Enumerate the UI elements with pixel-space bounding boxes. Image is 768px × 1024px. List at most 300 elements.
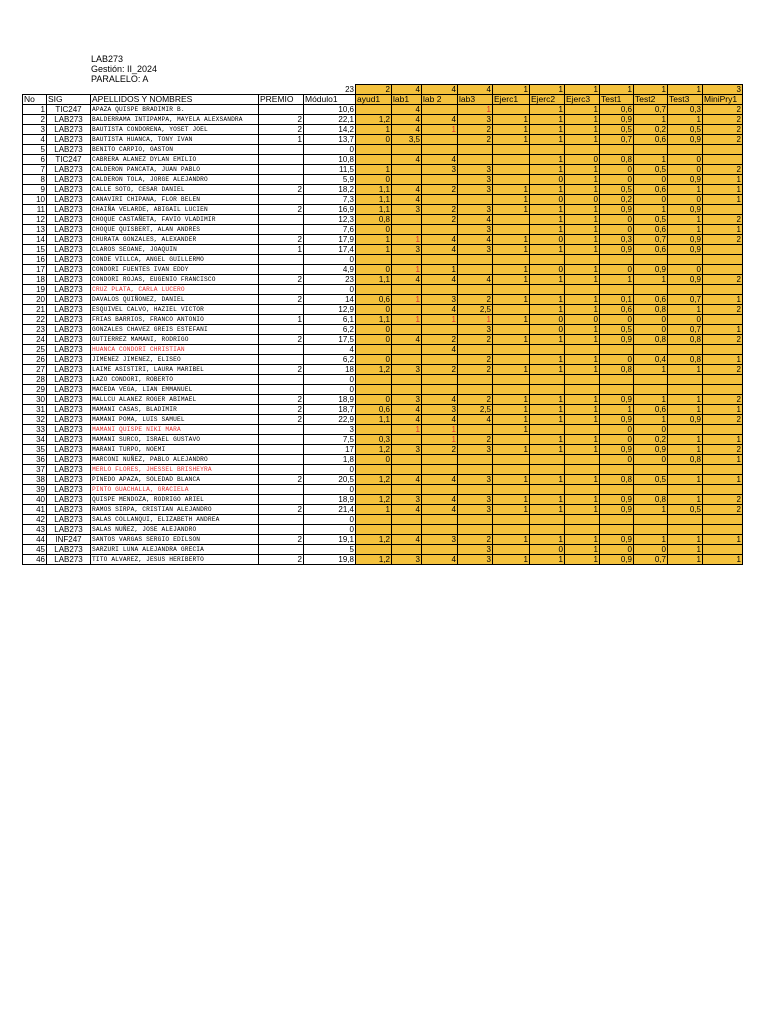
score-cell bbox=[392, 525, 422, 535]
score-cell: 1 bbox=[422, 125, 458, 135]
score-cell: 1 bbox=[565, 235, 600, 245]
score-cell: 0,6 bbox=[600, 305, 634, 315]
score-cell: 1 bbox=[565, 245, 600, 255]
score-cell bbox=[392, 485, 422, 495]
max-score: 1 bbox=[634, 85, 668, 95]
score-cell: 1 bbox=[600, 275, 634, 285]
score-cell: 1 bbox=[530, 125, 565, 135]
row-modulo: 13,7 bbox=[304, 135, 356, 145]
student-name: CABRERA ALANEZ DYLAN EMILIO bbox=[91, 155, 259, 165]
score-cell bbox=[493, 435, 530, 445]
table-row bbox=[23, 515, 743, 525]
table-row bbox=[23, 395, 743, 405]
score-cell bbox=[392, 455, 422, 465]
score-cell bbox=[703, 265, 743, 275]
score-cell: 0,9 bbox=[668, 175, 703, 185]
score-cell: 1 bbox=[493, 395, 530, 405]
score-cell: 2 bbox=[458, 295, 493, 305]
score-cell bbox=[703, 385, 743, 395]
score-cell: 0,5 bbox=[634, 215, 668, 225]
table-row bbox=[23, 375, 743, 385]
table-row bbox=[23, 165, 743, 175]
score-cell: 0,7 bbox=[668, 325, 703, 335]
score-cell: 1 bbox=[493, 205, 530, 215]
score-cell: 1 bbox=[458, 315, 493, 325]
max-score: 4 bbox=[392, 85, 422, 95]
score-cell bbox=[703, 285, 743, 295]
row-modulo: 11,5 bbox=[304, 165, 356, 175]
row-sig: LAB273 bbox=[47, 335, 91, 345]
score-cell: 1 bbox=[668, 225, 703, 235]
score-cell: 1 bbox=[703, 555, 743, 565]
table-row bbox=[23, 435, 743, 445]
col-header-ejerc3: Ejerc3 bbox=[565, 95, 600, 105]
score-cell: 1 bbox=[356, 125, 392, 135]
score-cell: 0,6 bbox=[634, 295, 668, 305]
score-cell: 1,2 bbox=[356, 475, 392, 485]
score-cell bbox=[600, 345, 634, 355]
row-number: 28 bbox=[23, 375, 47, 385]
col-header-ejerc2: Ejerc2 bbox=[530, 95, 565, 105]
row-number: 1 bbox=[23, 105, 47, 115]
score-cell: 0 bbox=[356, 355, 392, 365]
table-row bbox=[23, 145, 743, 155]
score-cell: 1 bbox=[530, 135, 565, 145]
score-cell: 0,5 bbox=[600, 185, 634, 195]
row-premio bbox=[259, 195, 304, 205]
score-cell: 2 bbox=[458, 135, 493, 145]
row-sig: LAB273 bbox=[47, 165, 91, 175]
row-modulo: 17,5 bbox=[304, 335, 356, 345]
score-cell bbox=[634, 515, 668, 525]
score-cell bbox=[356, 345, 392, 355]
table-row bbox=[23, 195, 743, 205]
score-cell: 1 bbox=[634, 535, 668, 545]
score-cell bbox=[493, 355, 530, 365]
score-cell: 4 bbox=[458, 235, 493, 245]
student-name: MAMANI QUISPE NIKI MARA bbox=[91, 425, 259, 435]
score-cell: 1 bbox=[565, 225, 600, 235]
score-cell: 0,9 bbox=[668, 275, 703, 285]
col-header-sig: SIG bbox=[47, 95, 91, 105]
score-cell bbox=[458, 265, 493, 275]
score-cell: 1 bbox=[565, 445, 600, 455]
row-modulo: 18,9 bbox=[304, 495, 356, 505]
student-name: CHURATA GONZALES, ALEXANDER bbox=[91, 235, 259, 245]
row-premio: 2 bbox=[259, 235, 304, 245]
score-cell: 0 bbox=[530, 195, 565, 205]
row-modulo: 22,9 bbox=[304, 415, 356, 425]
row-premio bbox=[259, 325, 304, 335]
row-number: 25 bbox=[23, 345, 47, 355]
row-modulo: 6,2 bbox=[304, 355, 356, 365]
score-cell: 0 bbox=[356, 135, 392, 145]
score-cell: 0,6 bbox=[634, 135, 668, 145]
score-cell bbox=[392, 375, 422, 385]
row-sig: LAB273 bbox=[47, 145, 91, 155]
row-number: 17 bbox=[23, 265, 47, 275]
table-row bbox=[23, 445, 743, 455]
score-cell bbox=[600, 465, 634, 475]
score-cell: 4 bbox=[422, 415, 458, 425]
row-premio bbox=[259, 155, 304, 165]
score-cell bbox=[703, 205, 743, 215]
row-premio bbox=[259, 385, 304, 395]
table-row bbox=[23, 405, 743, 415]
score-cell: 0 bbox=[600, 455, 634, 465]
score-cell: 0 bbox=[530, 545, 565, 555]
score-cell: 1 bbox=[493, 295, 530, 305]
score-cell: 3 bbox=[422, 535, 458, 545]
row-premio bbox=[259, 455, 304, 465]
score-cell bbox=[493, 285, 530, 295]
table-row bbox=[23, 385, 743, 395]
row-number: 40 bbox=[23, 495, 47, 505]
score-cell: 0,9 bbox=[600, 245, 634, 255]
row-premio bbox=[259, 285, 304, 295]
score-cell bbox=[356, 465, 392, 475]
score-cell: 1 bbox=[565, 325, 600, 335]
score-cell bbox=[458, 515, 493, 525]
score-cell: 3 bbox=[458, 545, 493, 555]
score-cell bbox=[356, 545, 392, 555]
score-cell: 3 bbox=[392, 205, 422, 215]
row-sig: LAB273 bbox=[47, 255, 91, 265]
row-sig: LAB273 bbox=[47, 225, 91, 235]
table-row bbox=[23, 545, 743, 555]
row-number: 4 bbox=[23, 135, 47, 145]
row-sig: LAB273 bbox=[47, 405, 91, 415]
score-cell bbox=[458, 465, 493, 475]
score-cell bbox=[422, 195, 458, 205]
student-name: MAMANI SURCO, ISRAEL GUSTAVO bbox=[91, 435, 259, 445]
score-cell: 1,2 bbox=[356, 495, 392, 505]
score-cell bbox=[392, 215, 422, 225]
student-name: CLAROS SEOANE, JOAQUIN bbox=[91, 245, 259, 255]
score-cell: 0 bbox=[600, 225, 634, 235]
row-number: 36 bbox=[23, 455, 47, 465]
score-cell bbox=[668, 485, 703, 495]
score-cell: 0 bbox=[634, 315, 668, 325]
student-name: QUISPE MENDOZA, RODRIGO ARIEL bbox=[91, 495, 259, 505]
score-cell: 4 bbox=[392, 415, 422, 425]
table-row bbox=[23, 155, 743, 165]
score-cell: 0 bbox=[668, 265, 703, 275]
score-cell bbox=[703, 525, 743, 535]
score-cell bbox=[392, 325, 422, 335]
row-number: 16 bbox=[23, 255, 47, 265]
row-premio: 1 bbox=[259, 135, 304, 145]
score-cell: 1 bbox=[493, 475, 530, 485]
score-cell: 0,5 bbox=[634, 475, 668, 485]
row-premio bbox=[259, 495, 304, 505]
student-name: CRUZ PLATA, CARLA LUCERO bbox=[91, 285, 259, 295]
score-cell: 2,5 bbox=[458, 405, 493, 415]
score-cell: 1 bbox=[530, 105, 565, 115]
score-cell: 1 bbox=[565, 185, 600, 195]
score-cell: 1 bbox=[493, 115, 530, 125]
score-cell bbox=[565, 515, 600, 525]
student-name: DAVALOS QUIÑONEZ, DANIEL bbox=[91, 295, 259, 305]
score-cell: 0,6 bbox=[356, 295, 392, 305]
score-cell bbox=[703, 425, 743, 435]
row-modulo: 19,1 bbox=[304, 535, 356, 545]
score-cell: 0,5 bbox=[668, 125, 703, 135]
score-cell bbox=[493, 325, 530, 335]
score-cell: 3 bbox=[392, 365, 422, 375]
row-number: 45 bbox=[23, 545, 47, 555]
score-cell: 1 bbox=[392, 425, 422, 435]
score-cell: 0,7 bbox=[668, 295, 703, 305]
score-cell: 0,7 bbox=[634, 555, 668, 565]
table-row bbox=[23, 205, 743, 215]
score-cell bbox=[634, 385, 668, 395]
score-cell: 2 bbox=[458, 365, 493, 375]
student-name: CHOQUE QUISBERT, ALAN ANDRES bbox=[91, 225, 259, 235]
score-cell: 1 bbox=[458, 105, 493, 115]
score-cell: 0,9 bbox=[600, 395, 634, 405]
score-cell bbox=[668, 345, 703, 355]
row-number: 26 bbox=[23, 355, 47, 365]
score-cell: 0,9 bbox=[634, 265, 668, 275]
row-sig: LAB273 bbox=[47, 445, 91, 455]
score-cell: 0 bbox=[634, 425, 668, 435]
student-name: CALDERON TOLA, JORGE ALEJANDRO bbox=[91, 175, 259, 185]
score-cell: 1 bbox=[565, 365, 600, 375]
score-cell: 1 bbox=[565, 175, 600, 185]
score-cell: 0 bbox=[565, 195, 600, 205]
table-row bbox=[23, 355, 743, 365]
row-modulo: 0 bbox=[304, 375, 356, 385]
row-premio: 2 bbox=[259, 275, 304, 285]
score-cell: 0 bbox=[600, 175, 634, 185]
score-cell: 2 bbox=[422, 215, 458, 225]
table-row bbox=[23, 345, 743, 355]
student-name: APAZA QUISPE BRADIMIR B. bbox=[91, 105, 259, 115]
score-cell bbox=[668, 285, 703, 295]
row-modulo: 19,8 bbox=[304, 555, 356, 565]
col-header-ejerc1: Ejerc1 bbox=[493, 95, 530, 105]
score-cell bbox=[458, 385, 493, 395]
row-number: 43 bbox=[23, 525, 47, 535]
score-cell bbox=[356, 515, 392, 525]
score-cell: 0,8 bbox=[634, 305, 668, 315]
score-cell bbox=[493, 175, 530, 185]
row-sig: LAB273 bbox=[47, 125, 91, 135]
score-cell: 1 bbox=[565, 505, 600, 515]
table-row bbox=[23, 505, 743, 515]
row-premio: 2 bbox=[259, 365, 304, 375]
student-name: LAZO CONDORI, ROBERTO bbox=[91, 375, 259, 385]
score-cell: 0,6 bbox=[356, 405, 392, 415]
score-cell: 2 bbox=[703, 415, 743, 425]
score-cell: 1 bbox=[493, 535, 530, 545]
row-number: 38 bbox=[23, 475, 47, 485]
score-cell: 1 bbox=[530, 355, 565, 365]
score-cell: 1 bbox=[493, 365, 530, 375]
score-cell: 1 bbox=[703, 295, 743, 305]
score-cell bbox=[600, 525, 634, 535]
score-cell: 0,8 bbox=[668, 335, 703, 345]
score-cell bbox=[422, 385, 458, 395]
score-cell bbox=[493, 545, 530, 555]
score-cell: 0 bbox=[530, 265, 565, 275]
score-cell: 4 bbox=[458, 215, 493, 225]
score-cell bbox=[565, 525, 600, 535]
score-cell bbox=[422, 545, 458, 555]
score-cell: 1 bbox=[493, 415, 530, 425]
score-cell bbox=[565, 255, 600, 265]
score-cell: 1 bbox=[565, 265, 600, 275]
row-sig: LAB273 bbox=[47, 305, 91, 315]
table-row bbox=[23, 225, 743, 235]
score-cell: 1 bbox=[565, 105, 600, 115]
row-modulo: 12,9 bbox=[304, 305, 356, 315]
max-score-row bbox=[23, 85, 743, 95]
score-cell: 2 bbox=[703, 335, 743, 345]
student-name: BENITO CARPIO, GASTON bbox=[91, 145, 259, 155]
score-cell bbox=[634, 285, 668, 295]
score-cell: 1 bbox=[493, 505, 530, 515]
score-cell: 1 bbox=[565, 535, 600, 545]
student-name: MAMANI CASAS, BLADIMIR bbox=[91, 405, 259, 415]
row-premio bbox=[259, 465, 304, 475]
table-row bbox=[23, 105, 743, 115]
row-premio: 2 bbox=[259, 555, 304, 565]
lab-label: LAB273 bbox=[91, 54, 124, 64]
score-cell: 1 bbox=[634, 275, 668, 285]
score-cell: 4 bbox=[392, 155, 422, 165]
score-cell bbox=[634, 145, 668, 155]
score-cell bbox=[703, 485, 743, 495]
score-cell: 1 bbox=[530, 335, 565, 345]
student-name: PINTO GUACHALLA, GRACIELA bbox=[91, 485, 259, 495]
row-modulo: 6,2 bbox=[304, 325, 356, 335]
score-cell: 1 bbox=[565, 355, 600, 365]
row-modulo: 17,9 bbox=[304, 235, 356, 245]
row-number: 10 bbox=[23, 195, 47, 205]
score-cell bbox=[356, 105, 392, 115]
row-sig: LAB273 bbox=[47, 465, 91, 475]
grades-table bbox=[22, 84, 743, 565]
student-name: MACEDA VEGA, LIAN EMMANUEL bbox=[91, 385, 259, 395]
row-modulo: 10,8 bbox=[304, 155, 356, 165]
row-number: 41 bbox=[23, 505, 47, 515]
score-cell: 0 bbox=[600, 165, 634, 175]
table-row bbox=[23, 475, 743, 485]
score-cell: 1 bbox=[565, 395, 600, 405]
row-modulo: 5,9 bbox=[304, 175, 356, 185]
score-cell bbox=[530, 485, 565, 495]
score-cell: 2 bbox=[458, 125, 493, 135]
score-cell bbox=[530, 515, 565, 525]
row-modulo: 0 bbox=[304, 485, 356, 495]
score-cell: 1 bbox=[703, 475, 743, 485]
score-cell: 3 bbox=[458, 325, 493, 335]
table-row bbox=[23, 335, 743, 345]
score-cell: 4 bbox=[392, 535, 422, 545]
max-score: 1 bbox=[668, 85, 703, 95]
score-cell bbox=[422, 355, 458, 365]
score-cell bbox=[668, 375, 703, 385]
score-cell: 1 bbox=[668, 435, 703, 445]
score-cell: 1 bbox=[703, 195, 743, 205]
score-cell: 0,9 bbox=[600, 495, 634, 505]
row-modulo: 14,2 bbox=[304, 125, 356, 135]
score-cell: 1 bbox=[530, 435, 565, 445]
max-score: 1 bbox=[493, 85, 530, 95]
score-cell: 1 bbox=[634, 155, 668, 165]
score-cell bbox=[565, 345, 600, 355]
score-cell bbox=[600, 285, 634, 295]
row-sig: TIC247 bbox=[47, 105, 91, 115]
row-premio bbox=[259, 435, 304, 445]
row-number: 39 bbox=[23, 485, 47, 495]
table-row bbox=[23, 285, 743, 295]
student-name: CONDORI FUENTES IVAN EDDY bbox=[91, 265, 259, 275]
row-modulo: 7,6 bbox=[304, 225, 356, 235]
table-row bbox=[23, 175, 743, 185]
row-sig: LAB273 bbox=[47, 345, 91, 355]
table-row bbox=[23, 255, 743, 265]
row-premio bbox=[259, 485, 304, 495]
score-cell: 0,7 bbox=[634, 235, 668, 245]
row-number: 13 bbox=[23, 225, 47, 235]
score-cell bbox=[634, 255, 668, 265]
col-header-ayud1: ayud1 bbox=[356, 95, 392, 105]
row-number: 34 bbox=[23, 435, 47, 445]
score-cell: 2 bbox=[703, 105, 743, 115]
student-name: CHAIÑA VELARDE, ABIGAIL LUCIEN bbox=[91, 205, 259, 215]
score-cell: 1,1 bbox=[356, 415, 392, 425]
score-cell: 0,9 bbox=[600, 555, 634, 565]
table-row bbox=[23, 125, 743, 135]
row-premio bbox=[259, 165, 304, 175]
score-cell: 0 bbox=[634, 545, 668, 555]
score-cell: 3 bbox=[458, 445, 493, 455]
score-cell bbox=[493, 375, 530, 385]
row-premio: 2 bbox=[259, 185, 304, 195]
score-cell bbox=[392, 435, 422, 445]
score-cell: 1 bbox=[668, 115, 703, 125]
score-cell: 1 bbox=[668, 305, 703, 315]
score-cell: 0,8 bbox=[600, 155, 634, 165]
score-cell: 1 bbox=[493, 495, 530, 505]
row-sig: LAB273 bbox=[47, 485, 91, 495]
score-cell bbox=[422, 465, 458, 475]
score-cell: 3 bbox=[458, 505, 493, 515]
score-cell bbox=[703, 155, 743, 165]
table-row bbox=[23, 525, 743, 535]
score-cell bbox=[600, 145, 634, 155]
col-header-test1: Test1 bbox=[600, 95, 634, 105]
score-cell bbox=[422, 325, 458, 335]
score-cell: 3 bbox=[458, 165, 493, 175]
student-name: GONZALES CHAVEZ GREIS ESTEFANI bbox=[91, 325, 259, 335]
row-modulo: 18,2 bbox=[304, 185, 356, 195]
row-modulo: 22,1 bbox=[304, 115, 356, 125]
row-premio: 2 bbox=[259, 205, 304, 215]
score-cell: 2 bbox=[703, 115, 743, 125]
score-cell: 0 bbox=[634, 325, 668, 335]
row-premio bbox=[259, 445, 304, 455]
score-cell: 3 bbox=[392, 555, 422, 565]
score-cell bbox=[703, 345, 743, 355]
score-cell: 0 bbox=[530, 235, 565, 245]
score-cell: 2 bbox=[703, 365, 743, 375]
score-cell bbox=[392, 305, 422, 315]
score-cell bbox=[356, 375, 392, 385]
